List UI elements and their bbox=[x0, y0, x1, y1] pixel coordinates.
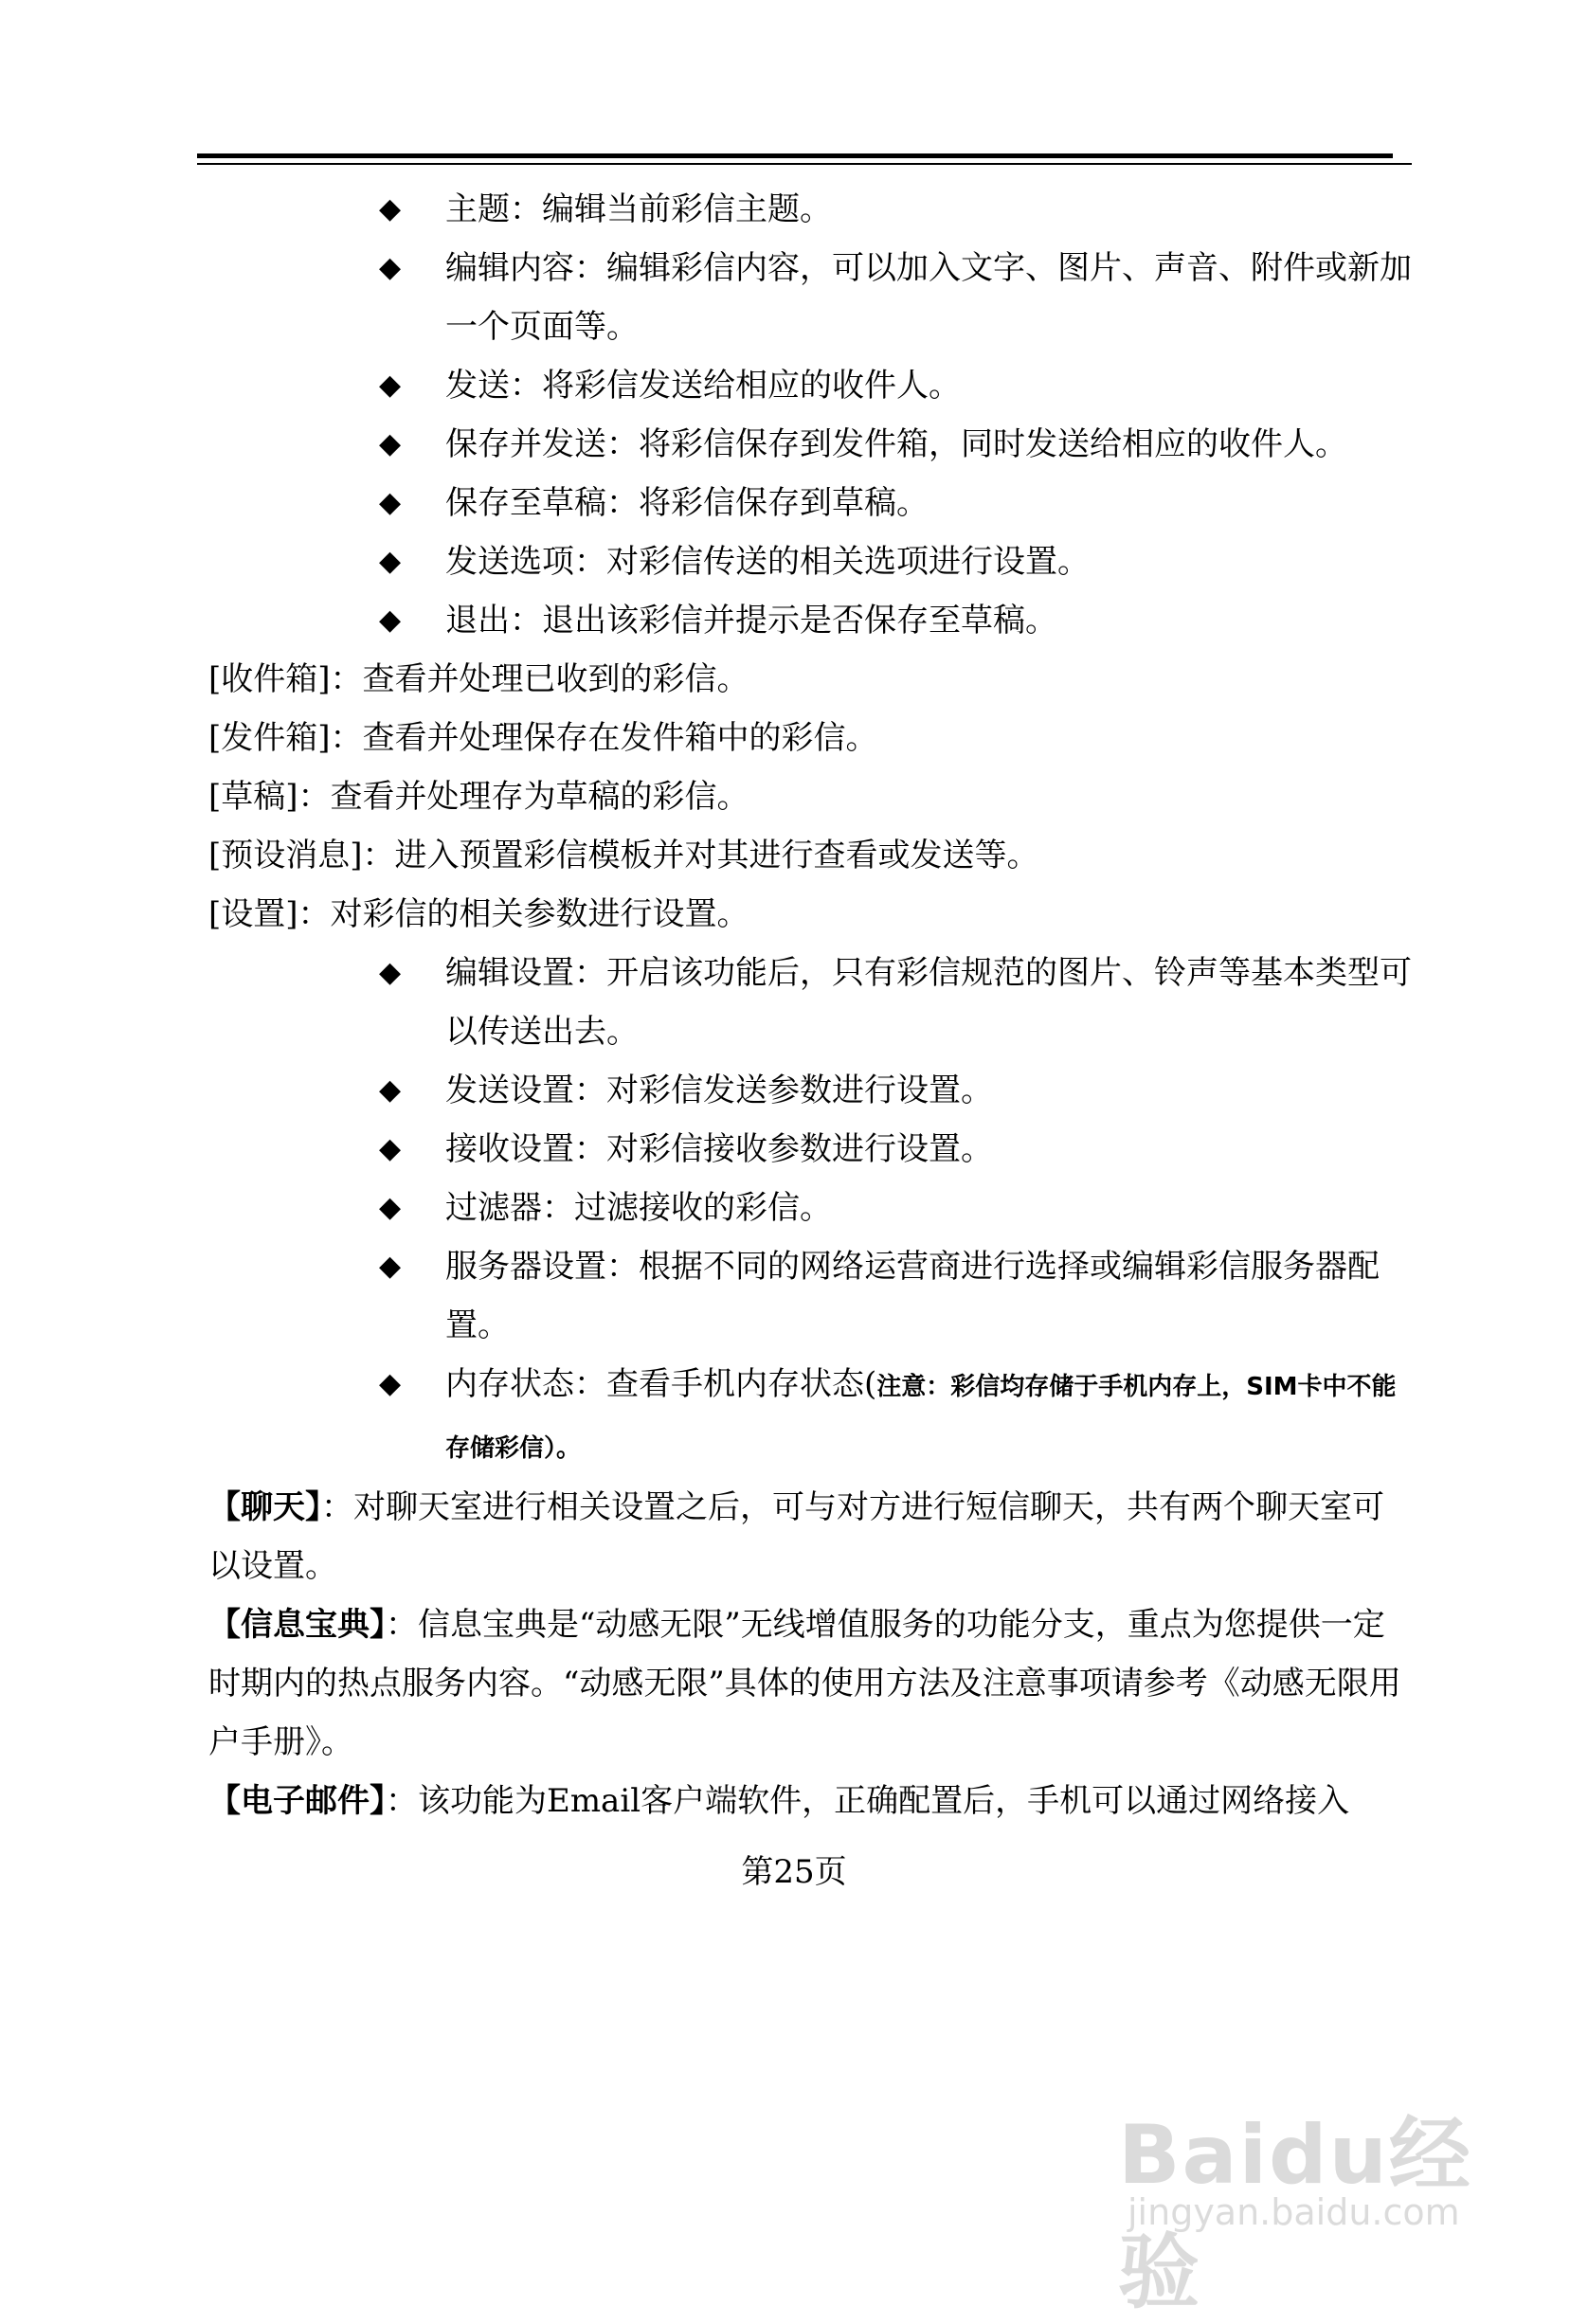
email-text: ：该功能为Email客户端软件，正确配置后，手机可以通过网络接入 bbox=[386, 1782, 1350, 1820]
email-label: 【电子邮件】 bbox=[208, 1782, 386, 1820]
list-item bbox=[208, 415, 1412, 474]
email-paragraph bbox=[208, 1772, 1412, 1830]
page-number: 第25页 bbox=[741, 1853, 847, 1891]
chat-label: 【聊天】 bbox=[208, 1488, 321, 1526]
folder-line: [设置]：对彩信的相关参数进行设置。 bbox=[208, 895, 749, 933]
list-item bbox=[208, 532, 1412, 591]
info-text: ：信息宝典是“动感无限”无线增值服务的功能分支，重点为您提供一定时期内的热点服务内容。“动感无限”具体的使用方法及注意事项请参考《动感无限用户手册》。 bbox=[208, 1606, 1401, 1761]
folder-line: [预设消息]：进入预置彩信模板并对其进行查看或发送等。 bbox=[208, 837, 1039, 874]
list-item bbox=[208, 180, 1412, 239]
header-rule-thin bbox=[197, 163, 1412, 165]
list-item bbox=[208, 591, 1412, 650]
diamond-bullet-icon: ◆ bbox=[379, 1132, 402, 1165]
list-item bbox=[208, 944, 1412, 1061]
list-item-text: 发送：将彩信发送给相应的收件人。 bbox=[445, 367, 961, 405]
list-item bbox=[208, 1120, 1412, 1179]
chat-text: ：对聊天室进行相关设置之后，可与对方进行短信聊天，共有两个聊天室可以设置。 bbox=[208, 1488, 1384, 1585]
folder-list bbox=[208, 650, 1412, 944]
list-item-text: 保存至草稿：将彩信保存到草稿。 bbox=[445, 484, 929, 522]
folder-line: [草稿]：查看并处理存为草稿的彩信。 bbox=[208, 778, 749, 816]
folder-line: [收件箱]：查看并处理已收到的彩信。 bbox=[208, 660, 749, 698]
list-item-text: 编辑内容：编辑彩信内容，可以加入文字、图片、声音、附件或新加一个页面等。 bbox=[445, 249, 1412, 346]
info-label: 【信息宝典】 bbox=[208, 1606, 386, 1644]
diamond-bullet-icon: ◆ bbox=[379, 1073, 402, 1107]
mms-options-list bbox=[208, 180, 1412, 650]
list-item bbox=[208, 1237, 1412, 1355]
settings-options-list bbox=[208, 944, 1412, 1355]
list-item bbox=[208, 1355, 1412, 1478]
list-item-text: 发送设置：对彩信发送参数进行设置。 bbox=[445, 1072, 993, 1109]
memory-note: 注意：彩信均存储于手机内存上，SIM卡中不能存储彩信）。 bbox=[445, 1373, 1397, 1463]
diamond-bullet-icon: ◆ bbox=[379, 956, 402, 989]
list-item-text: 保存并发送：将彩信保存到发件箱，同时发送给相应的收件人。 bbox=[445, 425, 1347, 463]
list-item-text: 接收设置：对彩信接收参数进行设置。 bbox=[445, 1130, 993, 1168]
list-item-text: 服务器设置：根据不同的网络运营商进行选择或编辑彩信服务器配置。 bbox=[445, 1248, 1380, 1344]
list-item-text: 过滤器：过滤接收的彩信。 bbox=[445, 1189, 832, 1227]
diamond-bullet-icon: ◆ bbox=[379, 1191, 402, 1224]
page-content bbox=[208, 180, 1412, 1830]
diamond-bullet-icon: ◆ bbox=[379, 251, 402, 284]
list-item-text: 退出：退出该彩信并提示是否保存至草稿。 bbox=[445, 602, 1057, 640]
list-item bbox=[208, 239, 1412, 356]
diamond-bullet-icon: ◆ bbox=[379, 545, 402, 578]
folder-line: [发件箱]：查看并处理保存在发件箱中的彩信。 bbox=[208, 719, 878, 757]
list-item-text: 发送选项：对彩信传送的相关选项进行设置。 bbox=[445, 543, 1090, 581]
header-rule-thick bbox=[197, 153, 1393, 158]
diamond-bullet-icon: ◆ bbox=[379, 1367, 402, 1400]
diamond-bullet-icon: ◆ bbox=[379, 192, 402, 225]
watermark-logo: Baidu经验 bbox=[1118, 2108, 1472, 2320]
list-item bbox=[208, 1179, 1412, 1237]
watermark-url: jingyan.baidu.com bbox=[1128, 2191, 1460, 2233]
list-item-text: 主题：编辑当前彩信主题。 bbox=[445, 190, 832, 228]
list-item-text: 编辑设置：开启该功能后，只有彩信规范的图片、铃声等基本类型可以传送出去。 bbox=[445, 954, 1412, 1051]
list-item bbox=[208, 1061, 1412, 1120]
diamond-bullet-icon: ◆ bbox=[379, 486, 402, 519]
diamond-bullet-icon: ◆ bbox=[379, 369, 402, 402]
chat-paragraph bbox=[208, 1478, 1412, 1595]
diamond-bullet-icon: ◆ bbox=[379, 604, 402, 637]
diamond-bullet-icon: ◆ bbox=[379, 1250, 402, 1283]
memory-text: 内存状态：查看手机内存状态( bbox=[445, 1365, 877, 1403]
list-item bbox=[208, 356, 1412, 415]
info-paragraph bbox=[208, 1595, 1412, 1772]
diamond-bullet-icon: ◆ bbox=[379, 427, 402, 460]
baidu-watermark bbox=[1118, 2089, 1516, 2320]
list-item bbox=[208, 474, 1412, 532]
